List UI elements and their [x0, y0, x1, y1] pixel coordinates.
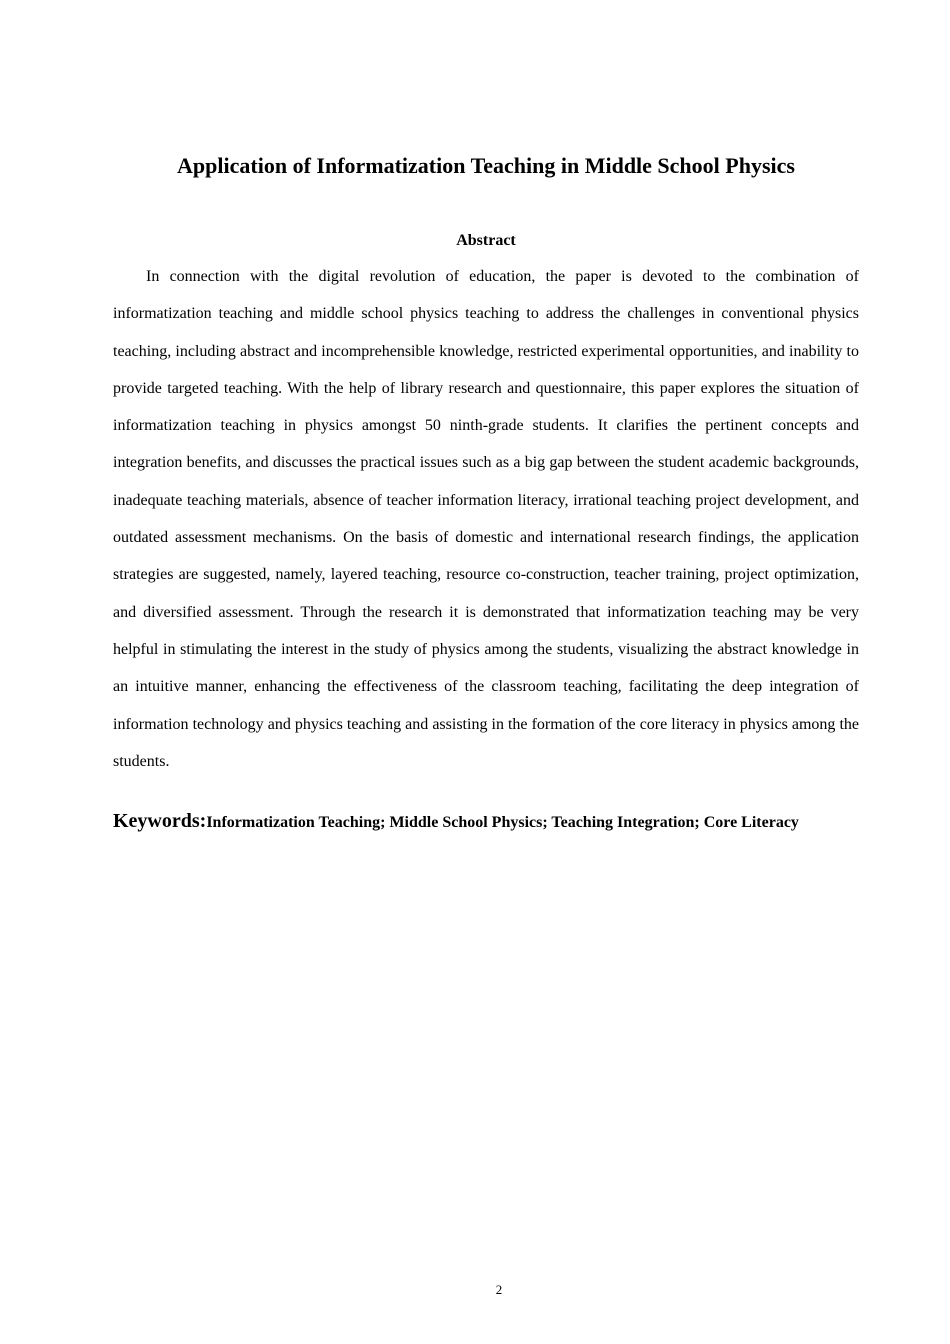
paper-title: Application of Informatization Teaching in Middle School Physics — [177, 153, 795, 178]
keywords-label: Keywords: — [113, 810, 207, 832]
keywords-line — [113, 806, 873, 838]
abstract-heading: Abstract — [456, 232, 516, 249]
keywords-text: Informatization Teaching; Middle School Physics; Teaching Integration; Core Literacy — [206, 814, 799, 831]
page-number: 2 — [495, 1282, 503, 1297]
abstract-body: In connection with the digital revolution of education, the paper is devoted to the combination of informatization teaching and middle school physics teaching to address the challenges in conventional physics teaching, including abstract and incomprehensible knowledge, restricted experimental opportunities, and inability to provide targeted teaching. With the help of library research and questionnaire, this paper explores the situation of informatization teaching in physics amongst 50 ninth-grade students. It clarifies the pertinent concepts and integration benefits, and discusses the practical issues such as a big gap between the student academic backgrounds, inadequate teaching materials, absence of teacher information literacy, irrational teaching project development, and outdated assessment mechanisms. On the basis of domestic and international research findings, the application strategies are suggested, namely, layered teaching, resource co-construction, teacher training, project optimization, and diversified assessment. Through the research it is demonstrated that informatization teaching may be very helpful in stimulating the interest in the study of physics among the students, visualizing the abstract knowledge in an intuitive manner, enhancing the effectiveness of the classroom teaching, facilitating the deep integration of information technology and physics teaching and assisting in the formation of the core literacy in physics among the students. — [113, 268, 859, 770]
